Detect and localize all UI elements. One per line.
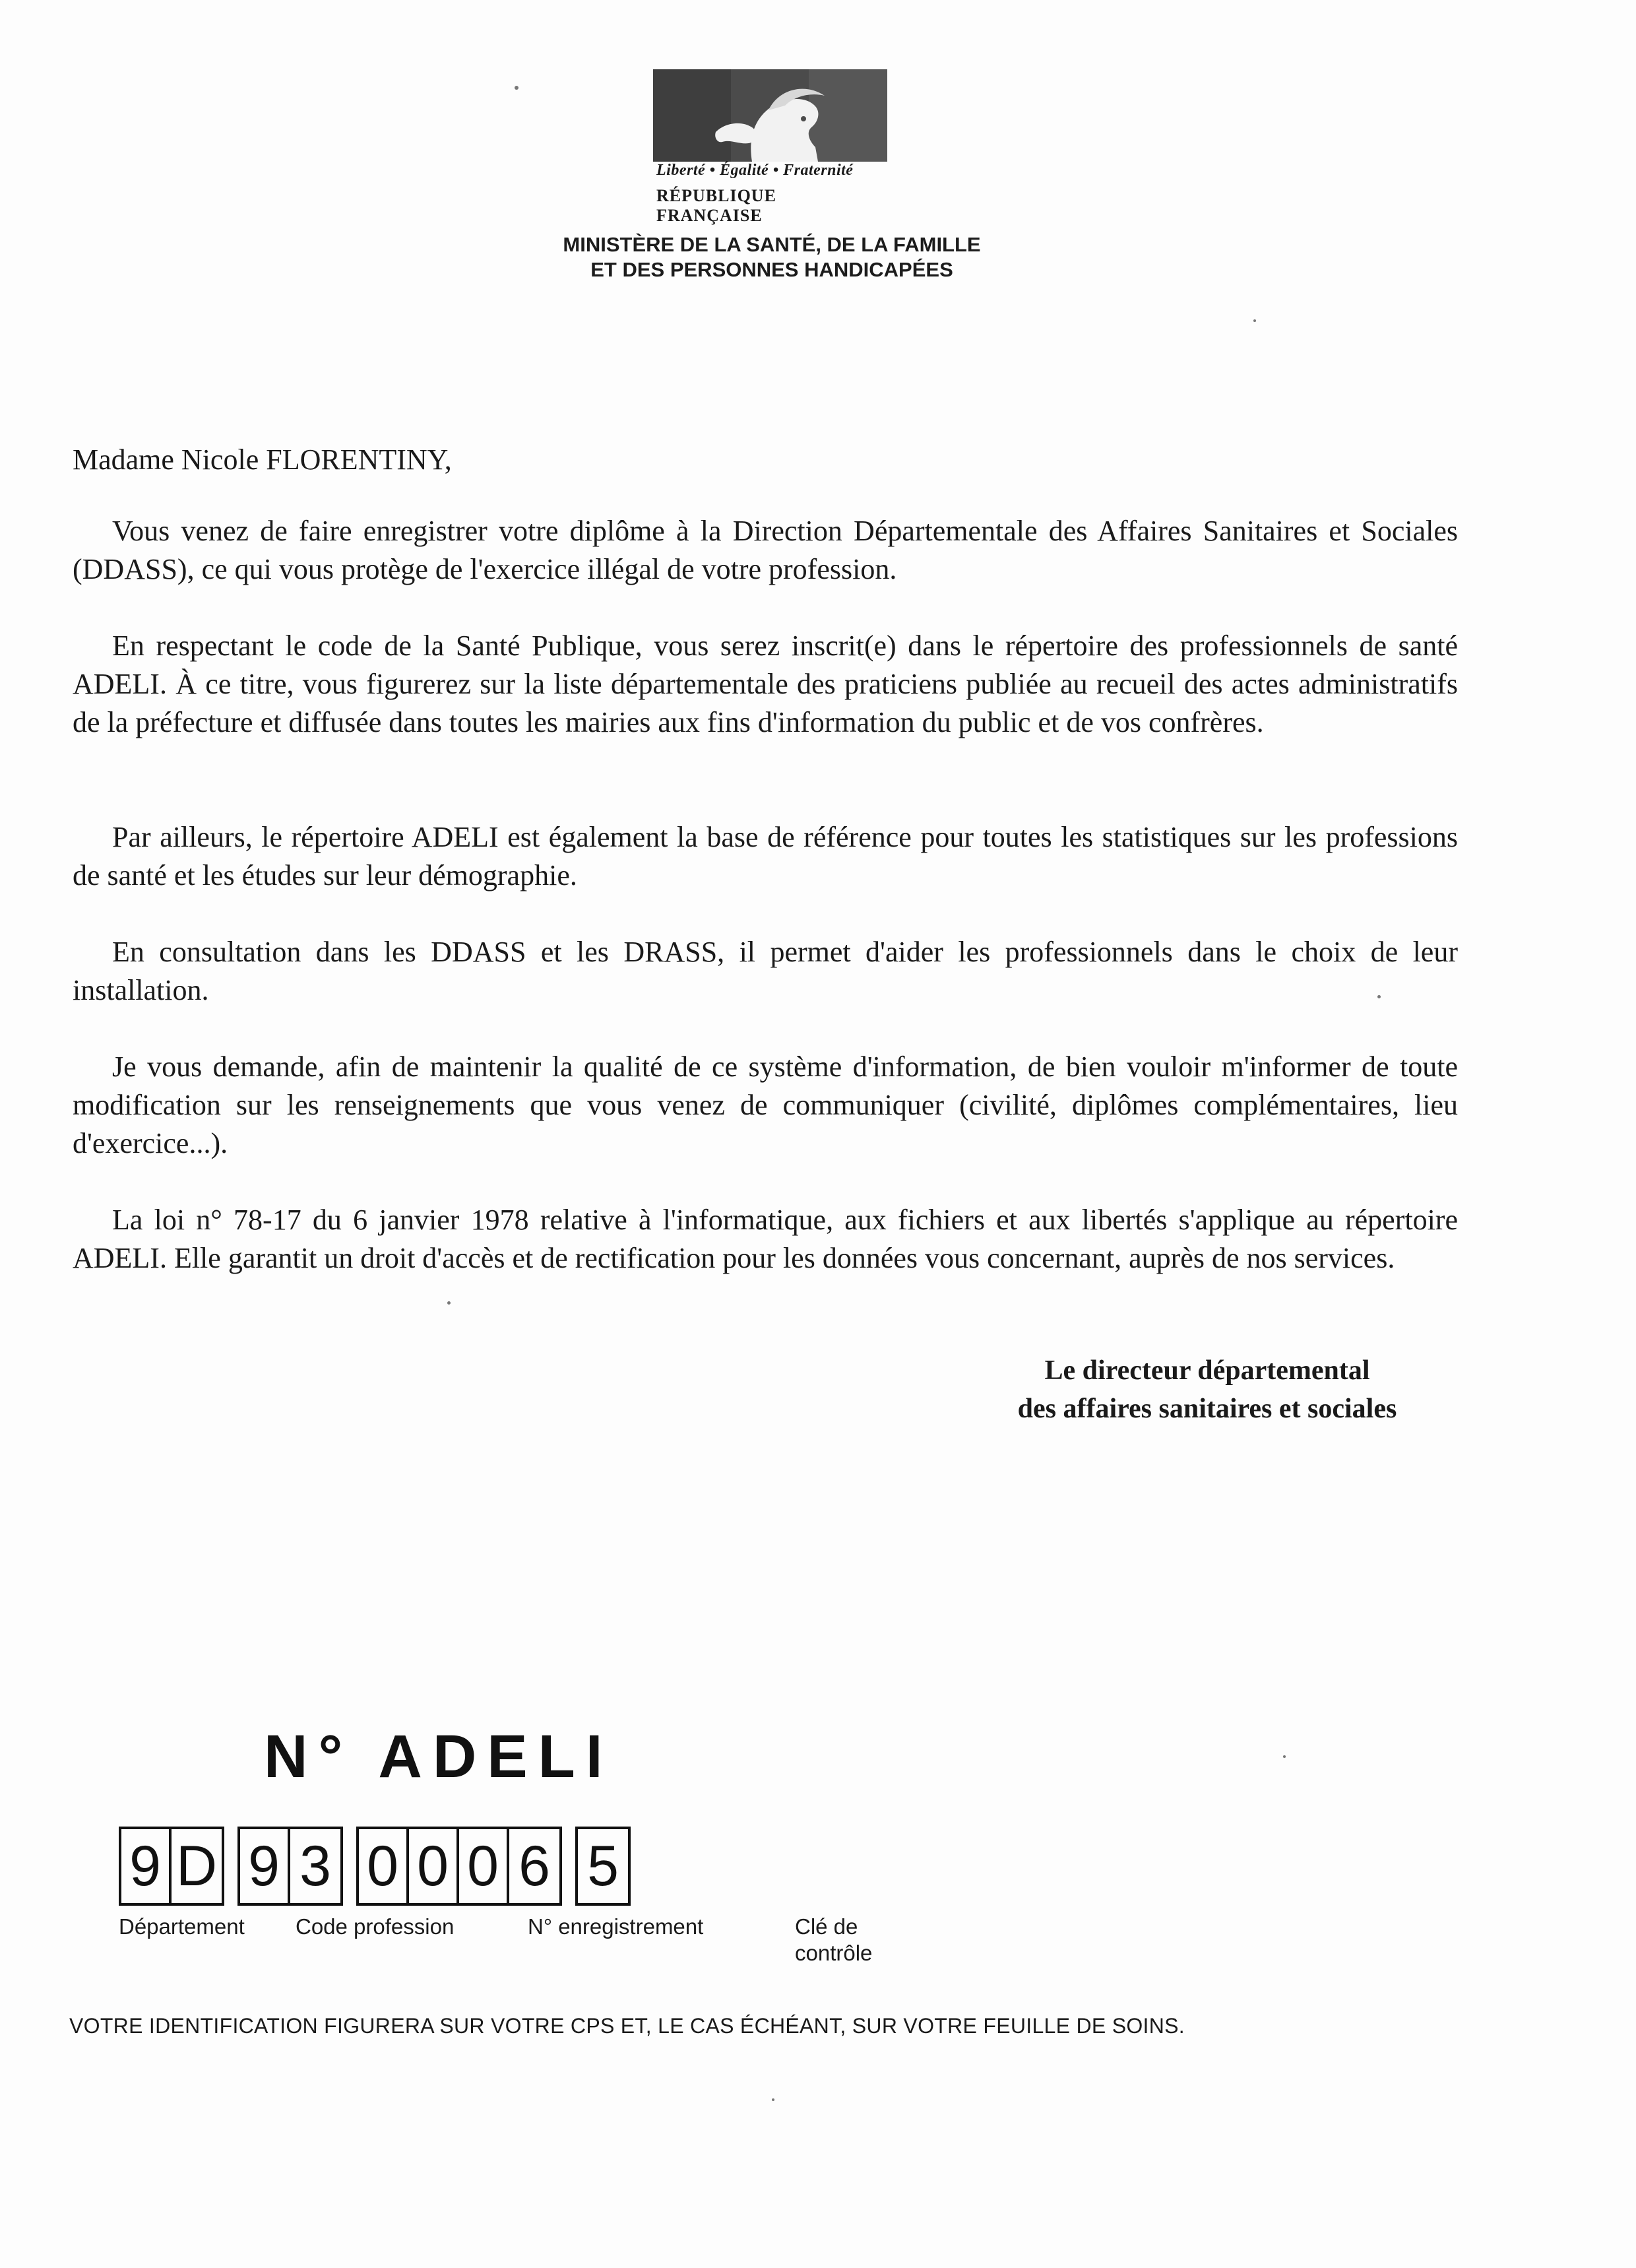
adeli-digit: 0 (459, 1829, 509, 1903)
adeli-digit: 0 (409, 1829, 459, 1903)
signature-line-2: des affaires sanitaires et sociales (1017, 1394, 1397, 1424)
label-cle-line-1: Clé de (795, 1914, 858, 1939)
paragraph-adeli-registry: En respectant le code de la Santé Publique, vous serez inscrit(e) dans le répertoire des professionnels de santé ADELI. À ce titre, vous figurerez sur la liste départementale des praticiens publiée au recueil des actes administratifs de la préfecture et diffusée dans toutes les mairies aux fins d'information du public et de vos confrères. (73, 630, 1458, 738)
label-code-profession: Code profession (296, 1914, 455, 1939)
scan-speck (1283, 1755, 1286, 1758)
adeli-digit: 0 (359, 1829, 409, 1903)
ministry-line-1: MINISTÈRE DE LA SANTÉ, DE LA FAMILLE (563, 233, 981, 256)
adeli-cle-group (575, 1827, 631, 1906)
ministry-heading (462, 232, 1082, 282)
adeli-digit: 9 (240, 1829, 290, 1903)
signature-line-1: Le directeur départemental (1044, 1355, 1370, 1386)
label-cle-controle (795, 1914, 872, 1966)
adeli-digit: 6 (519, 1834, 550, 1898)
paragraph-modifications: Je vous demande, afin de maintenir la qualité de ce système d'information, de bien vouloir m'informer de toute modification sur les renseignements que vous venez de communiquer (civilité, diplômes complémentaires, lieu d'exercice...). (73, 1051, 1458, 1159)
paragraph-statistics: Par ailleurs, le répertoire ADELI est également la base de référence pour toutes les statistiques sur les professions de santé et les études sur leur démographie. (73, 821, 1458, 891)
paragraph-diploma: Vous venez de faire enregistrer votre diplôme à la Direction Départementale des Affaires Sanitaires et Sociales (DDASS), ce qui vous protège de l'exercice illégal de votre profession. (73, 515, 1458, 585)
label-enregistrement: N° enregistrement (528, 1914, 704, 1939)
adeli-digit: 5 (587, 1834, 619, 1898)
marianne-emblem-icon (653, 69, 887, 162)
label-cle-line-2: contrôle (795, 1941, 873, 1965)
republic-motto: Liberté • Égalité • Fraternité (656, 162, 854, 179)
adeli-enregistrement-group (356, 1827, 562, 1906)
scan-speck (515, 86, 519, 90)
scan-speck (772, 2098, 774, 2101)
signature-block (910, 1351, 1504, 1428)
republic-name: RÉPUBLIQUE FRANÇAISE (656, 186, 776, 225)
adeli-digit: 9 (121, 1829, 172, 1903)
adeli-digit: 3 (299, 1834, 331, 1898)
footer-note: VOTRE IDENTIFICATION FIGURERA SUR VOTRE CPS ET, LE CAS ÉCHÉANT, SUR VOTRE FEUILLE DE SOINS. (69, 2014, 1185, 2038)
adeli-digit: D (175, 1834, 218, 1898)
adeli-number (119, 1827, 644, 1906)
adeli-title: N° ADELI (264, 1723, 614, 1790)
label-departement: Département (119, 1914, 245, 1939)
ministry-line-2: ET DES PERSONNES HANDICAPÉES (590, 258, 953, 281)
paragraph-law: La loi n° 78-17 du 6 janvier 1978 relative à l'informatique, aux fichiers et aux libertés s'applique au répertoire ADELI. Elle garantit un droit d'accès et de rectification pour les données vous concernant, auprès de nos services. (73, 1204, 1458, 1274)
adeli-departement-group (119, 1827, 224, 1906)
scan-speck (1377, 995, 1381, 998)
salutation: Madame Nicole FLORENTINY, (73, 443, 452, 476)
adeli-code-profession-group (237, 1827, 343, 1906)
paragraph-consultation: En consultation dans les DDASS et les DRASS, il permet d'aider les professionnels dans le choix de leur installation. (73, 936, 1458, 1006)
scan-speck (447, 1301, 451, 1305)
marianne-logo (653, 69, 887, 162)
scan-speck (1253, 319, 1256, 322)
